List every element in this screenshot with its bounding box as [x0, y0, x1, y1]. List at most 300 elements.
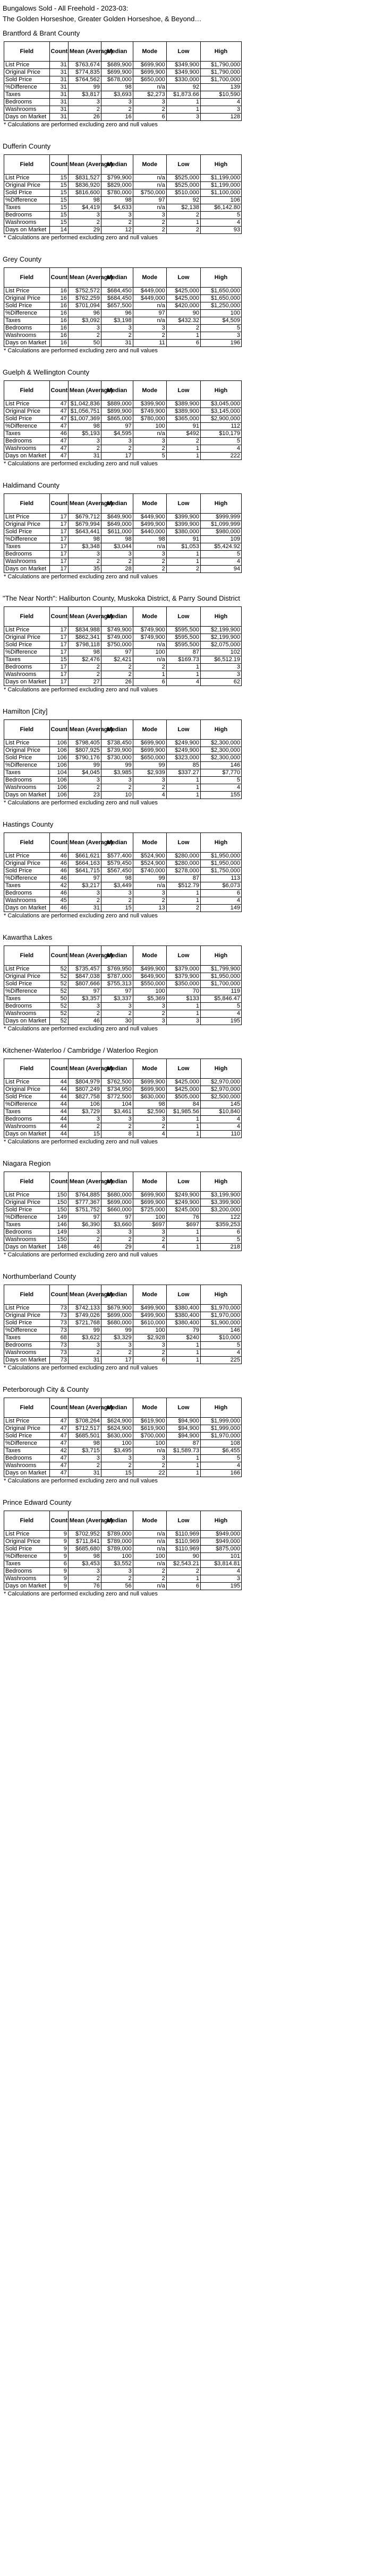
table-cell: 90	[166, 1553, 200, 1560]
table-cell: 2	[68, 1575, 101, 1583]
table-cell: 1	[166, 1236, 200, 1244]
row-label: Taxes	[4, 91, 50, 99]
table-cell: $2,273	[133, 91, 166, 99]
table-row	[4, 182, 242, 189]
table-cell: 91	[166, 423, 200, 430]
table-cell: 29	[68, 227, 101, 234]
table-cell: 17	[49, 566, 68, 573]
column-header: Median	[101, 1511, 133, 1531]
table-cell: $649,900	[101, 514, 133, 521]
table-cell: 106	[49, 762, 68, 769]
table-cell: $3,217	[68, 882, 101, 890]
table-cell: 87	[166, 875, 200, 882]
table-row	[4, 566, 242, 573]
table-cell: 3	[166, 114, 200, 121]
row-label: Original Price	[4, 182, 50, 189]
table-cell: 2	[101, 671, 133, 679]
region-section	[3, 1385, 380, 1485]
table-cell: 26	[101, 679, 133, 686]
table-row	[4, 641, 242, 649]
table-cell: $689,900	[101, 62, 133, 69]
table-cell: 166	[200, 1470, 241, 1477]
table-cell: $1,790,000	[200, 62, 241, 69]
table-row	[4, 1342, 242, 1349]
column-header: Mode	[133, 1172, 166, 1192]
footnote: * Calculations are performed excluding zero and null values	[4, 235, 158, 241]
row-label: Taxes	[4, 543, 50, 551]
region-name: "The Near North": Haliburton County, Muskoka District, & Parry Sound District	[3, 594, 240, 602]
table-cell: 28	[101, 566, 133, 573]
table-cell: $630,000	[101, 1433, 133, 1440]
table-cell: 97	[68, 875, 101, 882]
table-cell: $769,950	[101, 966, 133, 973]
row-label: Washrooms	[4, 219, 50, 227]
table-cell: 47	[49, 438, 68, 445]
row-label: Taxes	[4, 430, 50, 438]
table-cell: 50	[49, 995, 68, 1003]
table-cell: $3,715	[68, 1447, 101, 1455]
table-cell: 9	[49, 1583, 68, 1590]
table-row	[4, 1470, 242, 1477]
table-cell: 222	[200, 453, 241, 460]
table-cell: 146	[200, 1327, 241, 1334]
table-header-row	[4, 720, 242, 740]
table-cell: 1	[166, 1003, 200, 1010]
table-cell: $684,450	[101, 288, 133, 295]
row-label: Bedrooms	[4, 1568, 50, 1575]
table-cell: $94,900	[166, 1425, 200, 1433]
table-cell: 73	[49, 1312, 68, 1320]
table-cell: $999,999	[200, 514, 241, 521]
table-cell: $3,552	[101, 1560, 133, 1568]
table-cell: 47	[49, 445, 68, 453]
region-name: Kawartha Lakes	[3, 933, 53, 941]
column-header: Low	[166, 1285, 200, 1305]
table-cell: $350,000	[166, 981, 200, 988]
table-row	[4, 99, 242, 106]
table-cell: 3	[68, 325, 101, 332]
table-cell: $449,000	[133, 288, 166, 295]
table-row	[4, 1568, 242, 1575]
column-header: Field	[4, 155, 50, 175]
row-label: List Price	[4, 288, 50, 295]
table-cell: 2	[68, 219, 101, 227]
table-cell: $3,693	[101, 91, 133, 99]
column-header: Low	[166, 268, 200, 288]
column-header: Mode	[133, 946, 166, 966]
table-cell: 17	[101, 453, 133, 460]
table-cell: $685,680	[68, 1546, 101, 1553]
table-cell: $365,000	[166, 415, 200, 423]
row-label: Sold Price	[4, 981, 50, 988]
table-row	[4, 317, 242, 325]
table-row	[4, 1334, 242, 1342]
table-cell: 46	[49, 875, 68, 882]
table-cell: 99	[68, 84, 101, 91]
table-cell: $865,000	[101, 415, 133, 423]
table-cell: $3,044	[101, 543, 133, 551]
table-cell: $708,264	[68, 1418, 101, 1425]
stats-table	[4, 41, 242, 121]
table-cell: $359,253	[200, 1221, 241, 1229]
table-cell: $3,495	[101, 1447, 133, 1455]
table-cell: 15	[49, 175, 68, 182]
table-cell: $280,000	[166, 860, 200, 868]
table-row	[4, 1455, 242, 1462]
table-header-row	[4, 1059, 242, 1079]
table-cell: 15	[49, 182, 68, 189]
table-cell: 106	[49, 740, 68, 747]
row-label: Taxes	[4, 1108, 50, 1116]
table-cell: 3	[101, 438, 133, 445]
table-cell: 15	[49, 189, 68, 197]
column-header: Median	[101, 155, 133, 175]
table-cell: 3	[101, 99, 133, 106]
column-header: Low	[166, 381, 200, 401]
table-cell: $847,038	[68, 973, 101, 981]
table-cell: 15	[68, 1131, 101, 1138]
table-cell: 52	[49, 981, 68, 988]
row-label: List Price	[4, 740, 50, 747]
table-cell: $680,000	[101, 1192, 133, 1199]
column-header: Mean (Average)	[68, 833, 101, 853]
table-cell: 98	[68, 536, 101, 543]
column-header: Low	[166, 946, 200, 966]
row-label: Days on Market	[4, 792, 50, 799]
table-cell: $751,752	[68, 1207, 101, 1214]
row-label: Washrooms	[4, 1236, 50, 1244]
stats-table	[4, 380, 242, 460]
table-cell: $749,900	[133, 408, 166, 415]
table-cell: $3,337	[101, 995, 133, 1003]
table-cell: 2	[101, 1462, 133, 1470]
table-cell: 98	[101, 536, 133, 543]
row-label: Days on Market	[4, 1357, 50, 1364]
row-label: List Price	[4, 62, 50, 69]
table-cell: $699,900	[133, 69, 166, 76]
table-row	[4, 1583, 242, 1590]
table-row	[4, 1531, 242, 1538]
column-header: Mean (Average)	[68, 381, 101, 401]
table-row	[4, 1553, 242, 1560]
table-cell: $789,000	[101, 1538, 133, 1546]
row-label: Days on Market	[4, 453, 50, 460]
table-cell: 149	[49, 1214, 68, 1221]
row-label: Original Price	[4, 1086, 50, 1094]
table-row	[4, 868, 242, 875]
column-header: Low	[166, 1398, 200, 1418]
table-cell: $399,900	[133, 401, 166, 408]
table-cell: $499,900	[133, 521, 166, 528]
table-cell: 16	[49, 317, 68, 325]
table-cell: 5	[200, 212, 241, 219]
footnote: * Calculations are performed excluding zero and null values	[4, 1026, 158, 1032]
table-cell: 76	[166, 1214, 200, 1221]
table-cell: 44	[49, 1108, 68, 1116]
table-row	[4, 1116, 242, 1123]
row-label: Taxes	[4, 317, 50, 325]
table-cell: $3,985	[101, 769, 133, 777]
table-cell: 47	[49, 423, 68, 430]
table-cell: 2	[133, 445, 166, 453]
table-row	[4, 853, 242, 860]
column-header: Field	[4, 607, 50, 627]
region-name: Hamilton [City]	[3, 707, 48, 715]
table-cell: 2	[133, 106, 166, 114]
table-row	[4, 1462, 242, 1470]
column-header: Field	[4, 1398, 50, 1418]
table-cell: $649,000	[101, 521, 133, 528]
table-cell: 99	[133, 762, 166, 769]
row-label: Sold Price	[4, 641, 50, 649]
column-header: Field	[4, 1511, 50, 1531]
table-cell: 31	[49, 99, 68, 106]
table-cell: $650,000	[133, 754, 166, 762]
row-label: Taxes	[4, 656, 50, 664]
region-name: Prince Edward County	[3, 1498, 72, 1506]
table-cell: 106	[49, 792, 68, 799]
table-cell: 2	[133, 1123, 166, 1131]
stats-table	[4, 267, 242, 347]
column-header: Median	[101, 1285, 133, 1305]
table-cell: 100	[101, 1440, 133, 1447]
column-header: Median	[101, 1059, 133, 1079]
footnote: * Calculations are performed excluding zero and null values	[4, 122, 158, 128]
table-row	[4, 423, 242, 430]
region-name: Grey County	[3, 255, 41, 263]
table-cell: $379,000	[166, 966, 200, 973]
table-cell: 31	[68, 1357, 101, 1364]
table-cell: 145	[200, 1101, 241, 1108]
table-cell: 3	[101, 1455, 133, 1462]
table-cell: 2	[68, 332, 101, 340]
table-cell: 3	[68, 777, 101, 784]
table-cell: 139	[200, 84, 241, 91]
table-cell: 52	[49, 1018, 68, 1025]
table-row	[4, 995, 242, 1003]
row-label: List Price	[4, 1192, 50, 1199]
row-label: Taxes	[4, 769, 50, 777]
table-row	[4, 777, 242, 784]
table-cell: 2	[68, 664, 101, 671]
table-cell: $3,814.81	[200, 1560, 241, 1568]
table-cell: $700,000	[133, 1433, 166, 1440]
table-cell: 31	[49, 114, 68, 121]
table-cell: 3	[133, 1116, 166, 1123]
table-cell: 3	[101, 551, 133, 558]
table-row	[4, 1018, 242, 1025]
row-label: %Difference	[4, 310, 50, 317]
table-cell: $699,000	[101, 1312, 133, 1320]
table-cell: 46	[49, 868, 68, 875]
column-header: High	[200, 1398, 241, 1418]
table-cell: $738,450	[101, 740, 133, 747]
table-cell: $2,199,900	[200, 627, 241, 634]
table-cell: $1,650,000	[200, 295, 241, 302]
table-cell: $249,900	[166, 740, 200, 747]
column-header: Mode	[133, 494, 166, 514]
region-section	[3, 29, 380, 128]
table-cell: $380,000	[166, 528, 200, 536]
table-cell: 45	[49, 897, 68, 905]
table-cell: $1,199,000	[200, 175, 241, 182]
table-cell: 73	[49, 1357, 68, 1364]
table-cell: 52	[49, 988, 68, 995]
row-label: Original Price	[4, 1312, 50, 1320]
row-label: Sold Price	[4, 528, 50, 536]
table-cell: $679,900	[101, 1305, 133, 1312]
row-label: Sold Price	[4, 754, 50, 762]
stats-table	[4, 493, 242, 573]
table-row	[4, 325, 242, 332]
table-cell: 1	[166, 784, 200, 792]
column-header: Mean (Average)	[68, 268, 101, 288]
table-row	[4, 558, 242, 566]
table-cell: 3	[68, 1116, 101, 1123]
table-cell: 106	[49, 777, 68, 784]
column-header: Field	[4, 720, 50, 740]
column-header: Low	[166, 607, 200, 627]
table-header-row	[4, 607, 242, 627]
table-cell: 2	[101, 1010, 133, 1018]
row-label: Original Price	[4, 634, 50, 641]
table-cell: 73	[49, 1349, 68, 1357]
row-label: %Difference	[4, 988, 50, 995]
row-label: Taxes	[4, 1560, 50, 1568]
table-cell: 15	[49, 204, 68, 212]
table-cell: $3,449	[101, 882, 133, 890]
table-cell: 47	[49, 1462, 68, 1470]
table-cell: 3	[68, 1229, 101, 1236]
table-cell: 1	[166, 1455, 200, 1462]
table-cell: n/a	[133, 302, 166, 310]
table-cell: 46	[49, 853, 68, 860]
row-label: List Price	[4, 1418, 50, 1425]
table-cell: $169.73	[166, 656, 200, 664]
table-row	[4, 1546, 242, 1553]
table-cell: $3,199,900	[200, 1192, 241, 1199]
table-cell: 52	[49, 1010, 68, 1018]
table-cell: $763,674	[68, 62, 101, 69]
region-section	[3, 933, 380, 1033]
column-header: Median	[101, 607, 133, 627]
row-label: %Difference	[4, 649, 50, 656]
column-header: High	[200, 833, 241, 853]
table-cell: $3,660	[101, 1221, 133, 1229]
table-cell: 17	[49, 528, 68, 536]
row-label: %Difference	[4, 536, 50, 543]
table-row	[4, 1320, 242, 1327]
table-cell: 2	[101, 445, 133, 453]
table-cell: 1	[166, 1357, 200, 1364]
table-cell: $2,300,000	[200, 754, 241, 762]
table-cell: 5	[200, 1236, 241, 1244]
table-cell: 17	[49, 679, 68, 686]
table-cell: 6	[200, 890, 241, 897]
table-cell: $624,900	[101, 1425, 133, 1433]
table-cell: 3	[133, 1229, 166, 1236]
row-label: Bedrooms	[4, 1116, 50, 1123]
table-cell: 27	[68, 679, 101, 686]
table-cell: 1	[166, 99, 200, 106]
table-cell: $579,450	[101, 860, 133, 868]
table-cell: $699,900	[133, 747, 166, 754]
column-header: Mode	[133, 1511, 166, 1531]
region-name: Northumberland County	[3, 1272, 76, 1280]
column-header: High	[200, 1511, 241, 1531]
table-cell: 4	[200, 1010, 241, 1018]
table-cell: $1,007,369	[68, 415, 101, 423]
table-cell: 23	[68, 792, 101, 799]
table-row	[4, 1357, 242, 1364]
table-cell: 3	[101, 212, 133, 219]
table-cell: $512.79	[166, 882, 200, 890]
table-header-row	[4, 833, 242, 853]
table-cell: 2	[166, 325, 200, 332]
table-cell: 97	[101, 1214, 133, 1221]
column-header: Mode	[133, 833, 166, 853]
table-cell: 1	[166, 1010, 200, 1018]
table-cell: $440,000	[133, 528, 166, 536]
row-label: %Difference	[4, 1440, 50, 1447]
column-header: Mean (Average)	[68, 1511, 101, 1531]
table-cell: 4	[200, 558, 241, 566]
table-cell: 100	[133, 423, 166, 430]
table-cell: 15	[49, 212, 68, 219]
table-cell: 87	[166, 1440, 200, 1447]
table-cell: $699,900	[101, 69, 133, 76]
table-cell: 155	[200, 792, 241, 799]
row-label: Days on Market	[4, 340, 50, 347]
table-cell: $425,000	[166, 295, 200, 302]
table-cell: $749,900	[101, 627, 133, 634]
column-header: Low	[166, 1511, 200, 1531]
table-cell: 44	[49, 1079, 68, 1086]
table-cell: 112	[200, 423, 241, 430]
footnote: * Calculations are performed excluding zero and null values	[4, 461, 158, 467]
table-cell: $3,145,000	[200, 408, 241, 415]
table-cell: $764,885	[68, 1192, 101, 1199]
table-cell: 17	[49, 649, 68, 656]
table-cell: 44	[49, 1094, 68, 1101]
row-label: Bedrooms	[4, 212, 50, 219]
row-label: Washrooms	[4, 1575, 50, 1583]
row-label: Washrooms	[4, 784, 50, 792]
table-cell: 9	[49, 1568, 68, 1575]
table-cell: $595,500	[166, 641, 200, 649]
table-row	[4, 1433, 242, 1440]
table-cell: 3	[200, 332, 241, 340]
table-cell: n/a	[133, 204, 166, 212]
table-cell: 46	[49, 890, 68, 897]
table-cell: $684,450	[101, 295, 133, 302]
table-cell: $774,835	[68, 69, 101, 76]
table-cell: $1,950,000	[200, 860, 241, 868]
table-row	[4, 664, 242, 671]
table-row	[4, 634, 242, 641]
table-cell: 31	[49, 91, 68, 99]
column-header: Low	[166, 1172, 200, 1192]
table-row	[4, 905, 242, 912]
table-cell: $94,900	[166, 1433, 200, 1440]
table-cell: 1	[166, 1342, 200, 1349]
footnote: * Calculations are performed excluding zero and null values	[4, 348, 158, 354]
table-row	[4, 762, 242, 769]
table-row	[4, 332, 242, 340]
table-cell: 97	[101, 649, 133, 656]
row-label: Days on Market	[4, 1244, 50, 1251]
table-cell: 1	[166, 792, 200, 799]
